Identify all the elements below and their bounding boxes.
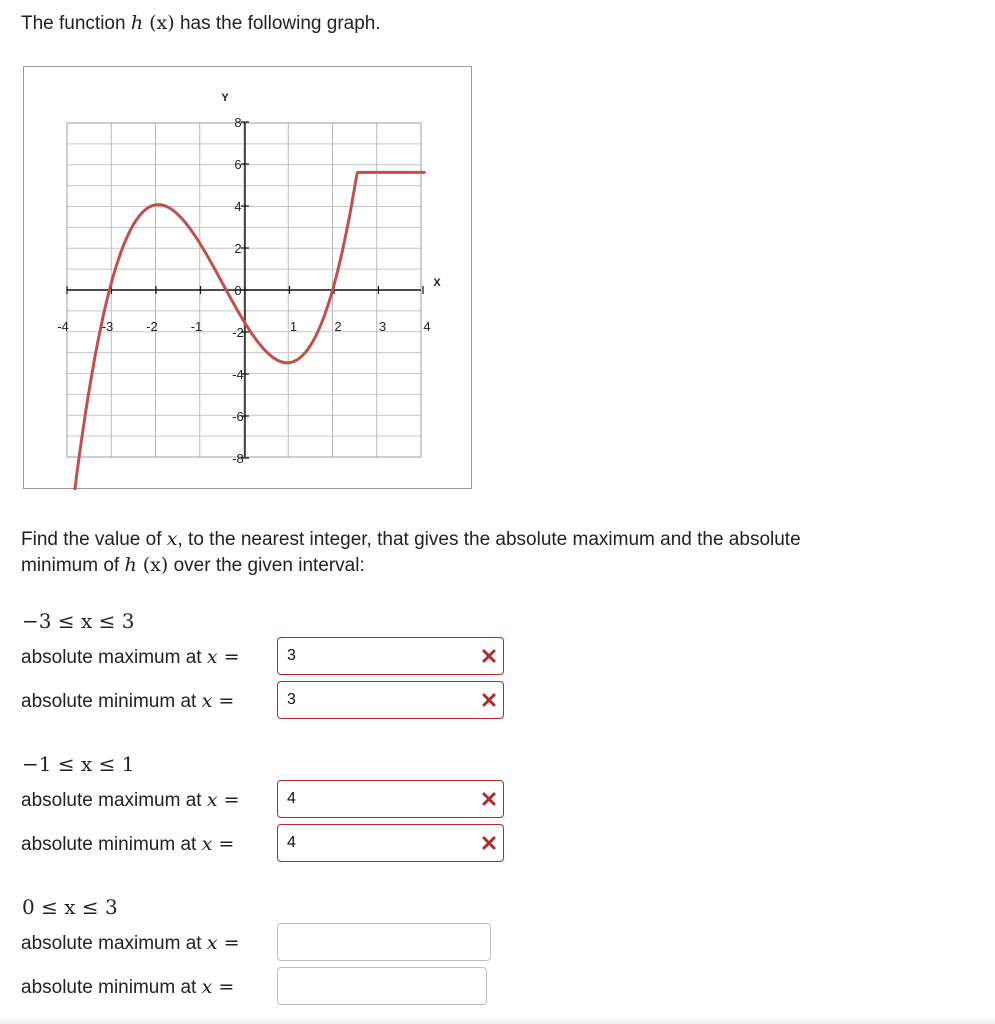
page-bottom-edge xyxy=(0,1016,995,1024)
incorrect-x-icon xyxy=(479,789,499,809)
y-tick-label: -4 xyxy=(232,367,244,382)
y-tick-label: 2 xyxy=(234,241,242,256)
x-tick-label: 3 xyxy=(378,319,387,334)
find-post: , to the nearest integer, that gives the absolute maximum and the absolute xyxy=(177,529,801,550)
y-tick-label: 6 xyxy=(234,157,242,172)
y-axis-title: Y xyxy=(221,92,229,104)
y-tick-label: 0 xyxy=(234,283,242,298)
x-tick-label: 2 xyxy=(334,319,342,334)
interval-2-max-input[interactable] xyxy=(277,780,504,818)
x-tick-label: -2 xyxy=(146,319,158,334)
y-tick-label: -2 xyxy=(232,325,244,340)
intro-func: h xyxy=(130,12,144,34)
interval-1-label: −3 ≤ x ≤ 3 xyxy=(22,609,135,633)
incorrect-x-icon xyxy=(479,833,499,853)
max-label-text: absolute maximum at xyxy=(21,933,207,954)
min-label-var: x = xyxy=(201,690,235,712)
graph-canvas xyxy=(24,67,473,490)
interval-1-max-value: 3 xyxy=(287,647,296,664)
find-pre: Find the value of xyxy=(21,529,167,550)
max-label-var: x = xyxy=(206,932,240,954)
find2-func: h xyxy=(124,554,137,576)
find2-post: over the given interval: xyxy=(168,555,365,576)
find-var: x xyxy=(166,528,178,550)
max-label-text: absolute maximum at xyxy=(21,790,207,811)
max-label-var: x = xyxy=(206,789,240,811)
x-tick-label: -1 xyxy=(190,319,203,334)
interval-3-min-label xyxy=(21,975,234,1000)
max-label-text: absolute maximum at xyxy=(21,647,207,668)
interval-3-max-input[interactable] xyxy=(277,923,491,961)
interval-1-min-input[interactable] xyxy=(277,681,504,719)
min-label-text: absolute minimum at xyxy=(21,834,202,855)
intro-text xyxy=(21,11,381,36)
interval-1-max-input[interactable] xyxy=(277,637,504,675)
incorrect-x-icon xyxy=(479,646,499,666)
y-tick-label: 4 xyxy=(234,199,242,214)
interval-1-max-label xyxy=(21,645,240,670)
x-tick-label: 1 xyxy=(289,319,298,334)
intro-post: has the following graph. xyxy=(174,13,381,34)
y-tick-label: 8 xyxy=(234,115,242,130)
interval-2-min-input[interactable] xyxy=(277,824,504,862)
function-graph xyxy=(23,66,472,489)
find-text-line1 xyxy=(21,527,801,552)
intro-pre: The function xyxy=(21,13,131,34)
interval-1-min-value: 3 xyxy=(287,691,296,708)
max-label-var: x = xyxy=(206,646,240,668)
find-text-line2 xyxy=(21,553,365,578)
incorrect-x-icon xyxy=(479,690,499,710)
interval-3-max-label xyxy=(21,931,240,956)
min-label-text: absolute minimum at xyxy=(21,977,202,998)
min-label-text: absolute minimum at xyxy=(21,691,202,712)
x-tick-label: -4 xyxy=(57,319,69,334)
interval-2-min-value: 4 xyxy=(287,834,296,851)
x-tick-label: -3 xyxy=(101,319,114,334)
find2-func-arg: (x) xyxy=(142,554,169,576)
x-tick-label: 4 xyxy=(423,319,431,334)
x-axis-title: X xyxy=(433,277,441,289)
interval-2-max-label xyxy=(21,788,240,813)
y-tick-label: -6 xyxy=(232,409,244,424)
y-tick-label: -8 xyxy=(232,451,244,466)
interval-2-min-label xyxy=(21,832,234,857)
interval-3-label: 0 ≤ x ≤ 3 xyxy=(22,895,118,919)
interval-1-min-label xyxy=(21,689,234,714)
interval-2-max-value: 4 xyxy=(287,790,296,807)
interval-2-label: −1 ≤ x ≤ 1 xyxy=(22,752,135,776)
intro-func-arg: (x) xyxy=(149,12,175,34)
interval-3-min-input[interactable] xyxy=(277,967,487,1005)
min-label-var: x = xyxy=(201,976,235,998)
min-label-var: x = xyxy=(201,833,235,855)
find2-pre: minimum of xyxy=(21,555,125,576)
